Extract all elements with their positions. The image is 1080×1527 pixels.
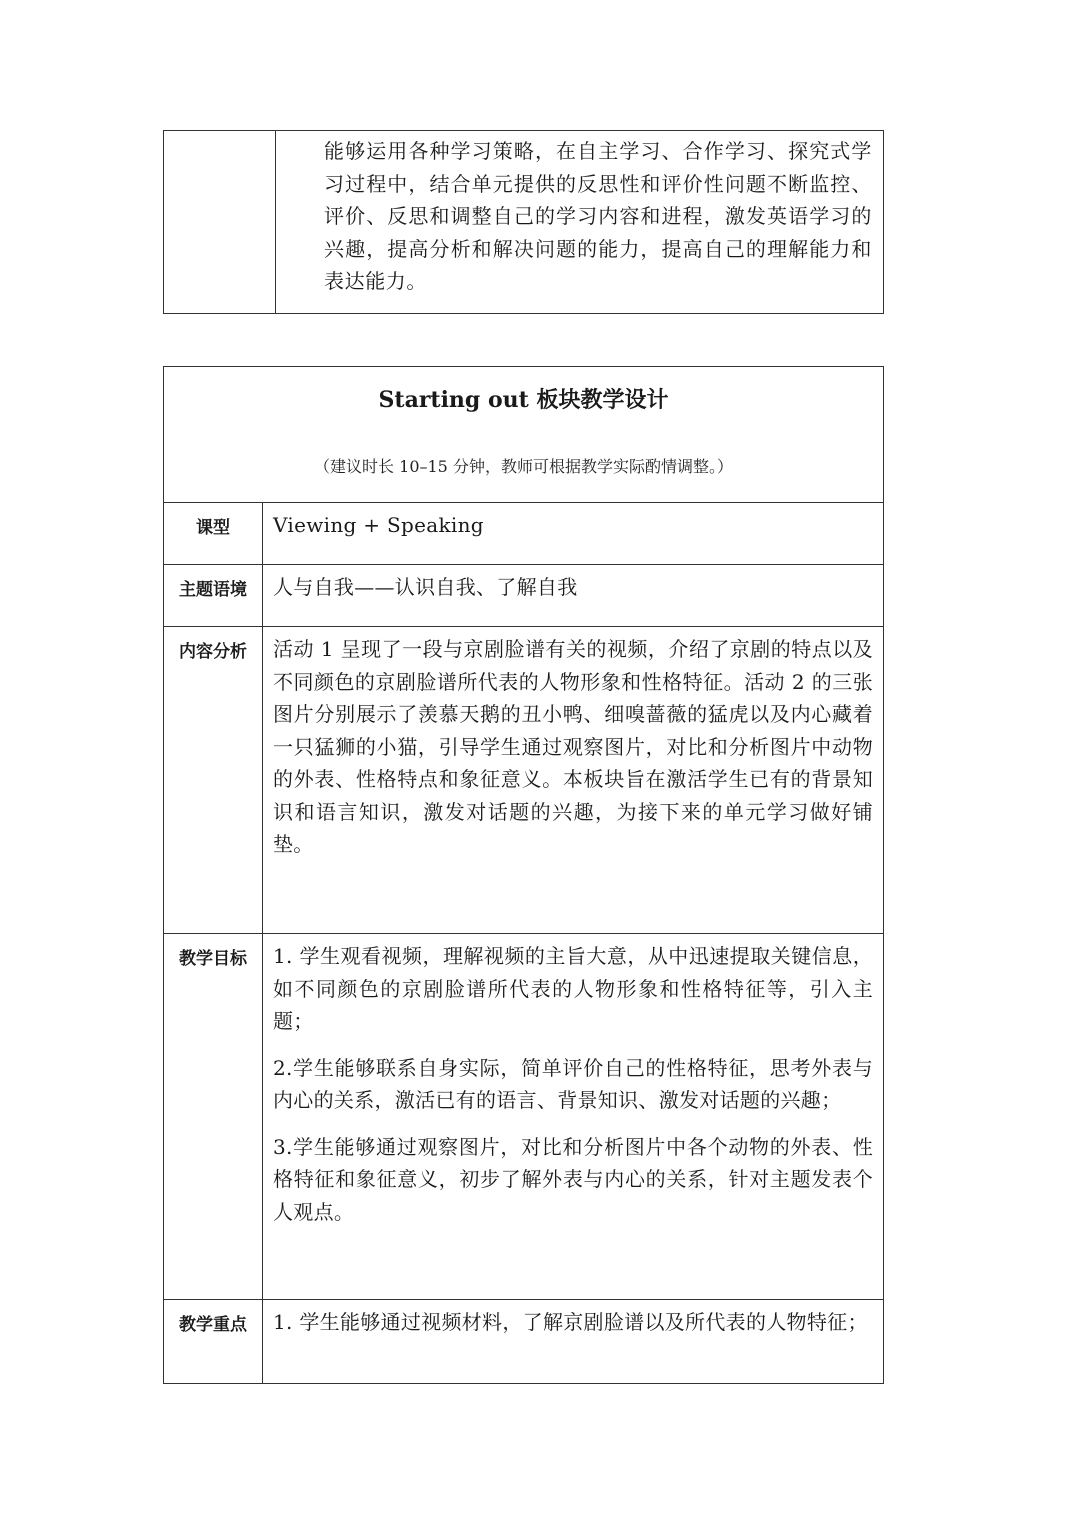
row-value: 人与自我——认识自我、了解自我 <box>273 575 578 599</box>
row-content-analysis <box>164 626 883 933</box>
row-label: 内容分析 <box>164 627 263 933</box>
objective-item: 2.学生能够联系自身实际，简单评价自己的性格特征，思考外表与内心的关系，激活已有的语言、背景知识、激发对话题的兴趣； <box>273 1055 873 1112</box>
objective-item: 3.学生能够通过观察图片，对比和分析图片中各个动物的外表、性格特征和象征意义，初步了解外表与内心的关系，针对主题发表个人观点。 <box>273 1134 873 1224</box>
row-value: 1. 学生能够通过视频材料，了解京剧脸谱以及所代表的人物特征； <box>273 1310 868 1334</box>
row-label: 课型 <box>164 503 263 564</box>
teaching-design-table <box>163 366 884 1384</box>
row-label: 教学目标 <box>164 934 263 1299</box>
previous-table-text: 能够运用各种学习策略，在自主学习、合作学习、探究式学习过程中，结合单元提供的反思性和评价性问题不断监控、评价、反思和调整自己的学习内容和进程，激发英语学习的兴趣，提高分析和解决问题的能力，提高自己的理解能力和表达能力。 <box>324 139 872 293</box>
table-subtitle: （建议时长 10–15 分钟，教师可根据教学实际酌情调整。） <box>314 457 733 476</box>
row-label: 主题语境 <box>164 565 263 626</box>
row-value: Viewing + Speaking <box>273 513 484 537</box>
previous-table <box>163 130 884 314</box>
row-theme-context <box>164 564 883 626</box>
previous-table-label-cell <box>164 131 276 313</box>
row-teaching-objectives <box>164 933 883 1299</box>
row-lesson-type <box>164 502 883 564</box>
row-label: 教学重点 <box>164 1300 263 1383</box>
row-teaching-focus <box>164 1299 883 1383</box>
objectives-list <box>273 940 873 1242</box>
row-value: 活动 1 呈现了一段与京剧脸谱有关的视频，介绍了京剧的特点以及不同颜色的京剧脸谱所代表的人物形象和性格特征。活动 2 的三张图片分别展示了羡慕天鹅的丑小鸭、细嗅蔷薇的猛虎以及内心藏着一只猛狮的小猫，引导学生通过观察图片，对比和分析图片中动物的外表、性格特点和象征意义。本板块旨在激活学生已有的背景知识和语言知识，激发对话题的兴趣，为接下来的单元学习做好铺垫。 <box>273 637 873 856</box>
table-title: Starting out 板块教学设计 <box>378 387 669 413</box>
objective-item: 1. 学生观看视频，理解视频的主旨大意，从中迅速提取关键信息，如不同颜色的京剧脸谱所代表的人物形象和性格特征等，引入主题； <box>273 944 873 1033</box>
